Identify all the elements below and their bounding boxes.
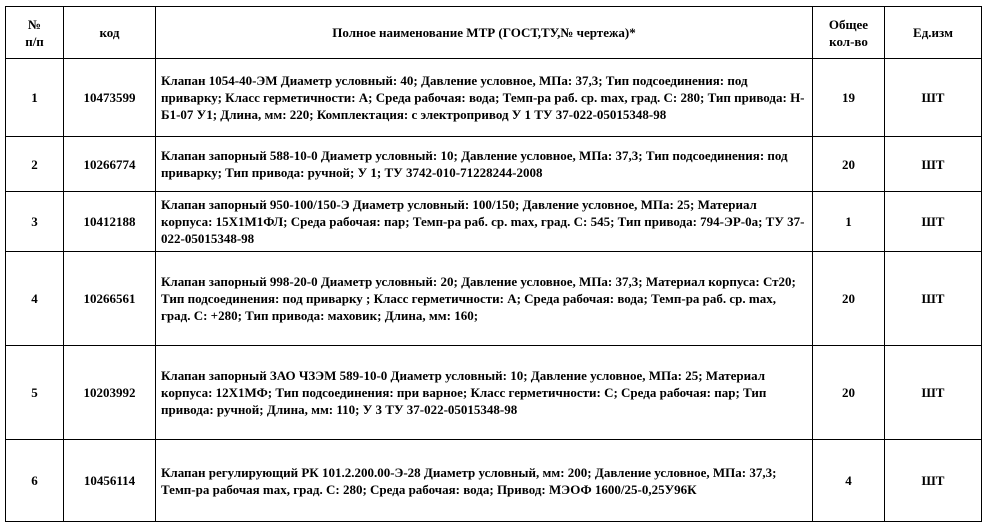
row-code: 10412188 xyxy=(64,192,156,252)
header-num-label: № п/п xyxy=(25,16,44,49)
row-qty: 1 xyxy=(813,192,885,252)
row-unit: ШТ xyxy=(885,137,982,192)
row-unit: ШТ xyxy=(885,252,982,346)
row-num: 1 xyxy=(6,59,64,137)
row-qty: 20 xyxy=(813,346,885,440)
header-qty-label: Общее кол-во xyxy=(828,16,869,49)
row-description: Клапан запорный 588-10-0 Диаметр условный: 10; Давление условное, МПа: 37,3; Тип подсоединения: под приварку; Тип привода: ручной; У 1; ТУ 3742-010-71228244-2008 xyxy=(156,137,813,192)
row-num: 3 xyxy=(6,192,64,252)
row-description: Клапан запорный 998-20-0 Диаметр условный: 20; Давление условное, МПа: 37,3; Материал корпуса: Ст20; Тип подсоединения: под приварку ; Класс герметичности: А; Среда рабочая: вода; Темп-ра раб. ср. max, град. С: +280; Тип привода: маховик; Длина, мм: 160; xyxy=(156,252,813,346)
row-code: 10473599 xyxy=(64,59,156,137)
table-row xyxy=(6,440,982,522)
materials-table xyxy=(5,6,982,522)
row-code: 10456114 xyxy=(64,440,156,522)
table-row xyxy=(6,137,982,192)
row-description: Клапан запорный 950-100/150-Э Диаметр условный: 100/150; Давление условное, МПа: 25; Материал корпуса: 15Х1М1ФЛ; Среда рабочая: пар; Темп-ра раб. ср. max, град. С: 545; Тип привода: 794-ЭР-0а; ТУ 37-022-05015348-98 xyxy=(156,192,813,252)
header-unit-label: Ед.изм xyxy=(913,25,953,40)
row-num: 2 xyxy=(6,137,64,192)
row-description: Клапан 1054-40-ЭМ Диаметр условный: 40; Давление условное, МПа: 37,3; Тип подсоединения: под приварку; Класс герметичности: А; Среда рабочая: вода; Темп-ра раб. ср. max, град. С: 280; Тип привода: Н-Б1-07 У1; Длина, мм: 220; Комплектация: с электропривод У 1 ТУ 37-022-05015348-98 xyxy=(156,59,813,137)
header-code-label: код xyxy=(99,25,120,40)
row-code: 10266561 xyxy=(64,252,156,346)
table-row xyxy=(6,59,982,137)
header-name xyxy=(156,7,813,59)
row-qty: 20 xyxy=(813,137,885,192)
row-description: Клапан запорный ЗАО ЧЗЭМ 589-10-0 Диаметр условный: 10; Давление условное, МПа: 25; Материал корпуса: 12Х1МФ; Тип подсоединения: при варное; Класс герметичности: С; Среда рабочая: пар; Тип привода: ручной; Длина, мм: 110; У 3 ТУ 37-022-05015348-98 xyxy=(156,346,813,440)
table-row xyxy=(6,192,982,252)
header-qty xyxy=(813,7,885,59)
row-num: 6 xyxy=(6,440,64,522)
header-name-label: Полное наименование МТР (ГОСТ,ТУ,№ чертежа)* xyxy=(332,25,636,40)
row-unit: ШТ xyxy=(885,440,982,522)
row-unit: ШТ xyxy=(885,192,982,252)
row-code: 10266774 xyxy=(64,137,156,192)
row-code: 10203992 xyxy=(64,346,156,440)
row-description: Клапан регулирующий РК 101.2.200.00-Э-28 Диаметр условный, мм: 200; Давление условное, МПа: 37,3; Темп-ра рабочая max, град. С: 280; Среда рабочая: вода; Привод: МЭОФ 1600/25-0,25У96К xyxy=(156,440,813,522)
header-code xyxy=(64,7,156,59)
table-row xyxy=(6,252,982,346)
header-num xyxy=(6,7,64,59)
table-row xyxy=(6,346,982,440)
row-unit: ШТ xyxy=(885,346,982,440)
header-unit xyxy=(885,7,982,59)
row-qty: 4 xyxy=(813,440,885,522)
row-qty: 19 xyxy=(813,59,885,137)
row-qty: 20 xyxy=(813,252,885,346)
row-unit: ШТ xyxy=(885,59,982,137)
table-header-row xyxy=(6,7,982,59)
row-num: 4 xyxy=(6,252,64,346)
row-num: 5 xyxy=(6,346,64,440)
